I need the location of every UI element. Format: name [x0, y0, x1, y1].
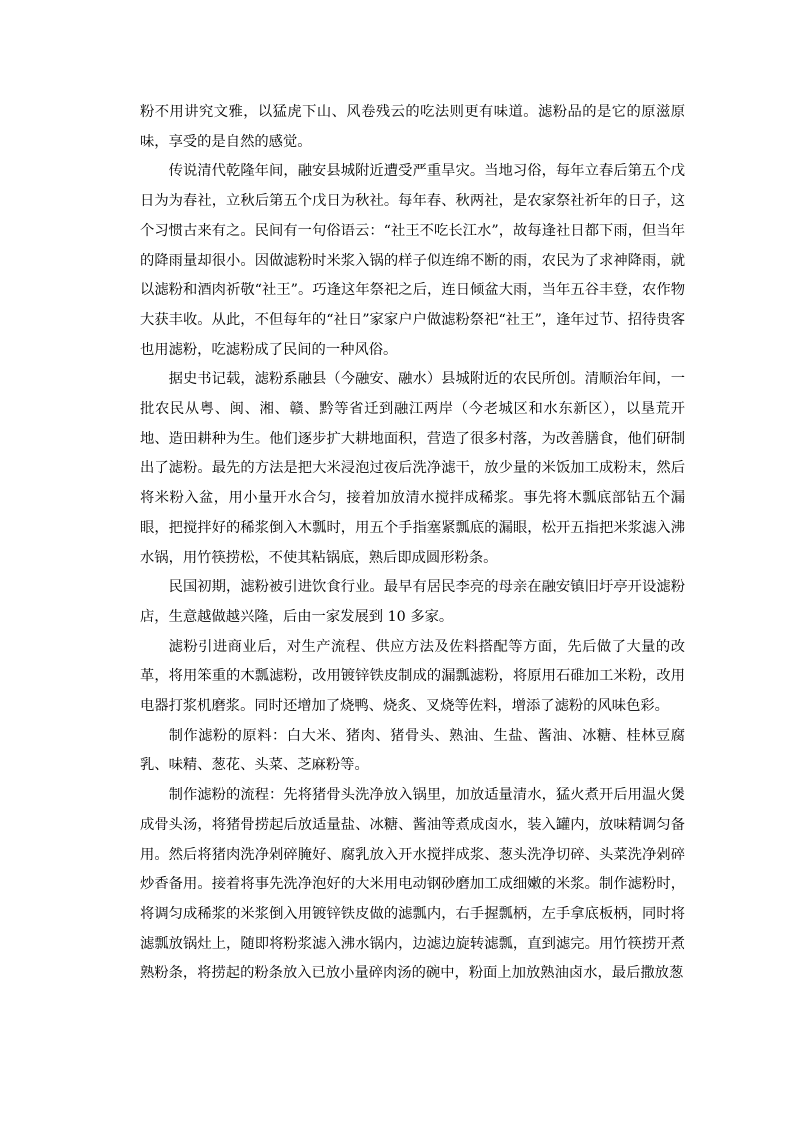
paragraph-2: 传说清代乾隆年间，融安县城附近遭受严重旱灾。当地习俗，每年立春后第五个戊日为为春社，立秋后第五个戊日为秋社。每年春、秋两社，是农家祭社祈年的日子，这个习惯古来有之。民间有一句俗语云：“社王不吃长江水”，故每逢社日都下雨，但当年的降雨量却很小。因做滤粉时米浆入锅的样子似连绵不断的雨，农民为了求神降雨，就以滤粉和酒肉祈敬“社王”。巧逢这年祭祀之后，连日倾盆大雨，当年五谷丰登，农作物大获丰收。从此，不但每年的“社日”家家户户做滤粉祭祀“社王”，逢年过节、招待贵客也用滤粉，吃滤粉成了民间的一种风俗。	[140, 163, 685, 358]
paragraph-3: 据史书记载，滤粉系融县（今融安、融水）县城附近的农民所创。清顺治年间，一批农民从粤、闽、湘、赣、黔等省迁到融江两岸（今老城区和水东新区），以垦荒开地、造田耕种为生。他们逐步扩大耕地面积，营造了很多村落，为改善膳食，他们研制出了滤粉。最先的方法是把大米浸泡过夜后洗净滤干，放少量的米饭加工成粉末，然后将米粉入盆，用小量开水合匀，接着加放清水搅拌成稀浆。事先将木瓢底部钻五个漏眼，把搅拌好的稀浆倒入木瓢时，用五个手指塞紧瓢底的漏眼，松开五指把米浆滤入沸水锅，用竹筷捞松，不使其粘锅底，熟后即成圆形粉条。	[140, 371, 685, 566]
paragraph-7: 制作滤粉的流程：先将猪骨头洗净放入锅里，加放适量清水，猛火煮开后用温火煲成骨头汤，将猪骨捞起后放适量盐、冰糖、酱油等煮成卤水，装入罐内，放味精调匀备用。然后将猪肉洗净剁碎腌好、腐乳放入开水搅拌成浆、葱头洗净切碎、头菜洗净剁碎炒香备用。接着将事先洗净泡好的大米用电动钢砂磨加工成细嫩的米浆。制作滤粉时，将调匀成稀浆的米浆倒入用镀锌铁皮做的滤瓢内，右手握瓢柄，左手拿底板柄，同时将滤瓢放锅灶上，随即将粉浆滤入沸水锅内，边滤边旋转滤瓢，直到滤完。用竹筷捞开煮熟粉条，将捞起的粉条放入已放小量碎肉汤的碗中，粉面上加放熟油卤水，最后撒放葱	[140, 787, 685, 982]
paragraph-4: 民国初期，滤粉被引进饮食行业。最早有居民李亮的母亲在融安镇旧圩亭开设滤粉店，生意越做越兴隆，后由一家发展到 10 多家。	[140, 579, 685, 625]
paragraph-6: 制作滤粉的原料：白大米、猪肉、猪骨头、熟油、生盐、酱油、冰糖、桂林豆腐乳、味精、葱花、头菜、芝麻粉等。	[140, 727, 685, 774]
paragraph-1: 粉不用讲究文雅，以猛虎下山、风卷残云的吃法则更有味道。滤粉品的是它的原滋原味，享受的是自然的感觉。	[140, 104, 685, 150]
paragraph-5: 滤粉引进商业后，对生产流程、供应方法及佐料搭配等方面，先后做了大量的改革，将用笨重的木瓢滤粉，改用镀锌铁皮制成的漏瓢滤粉，将原用石碓加工米粉，改用电器打浆机磨浆。同时还增加了烧鸭、烧炙、叉烧等佐料，增添了滤粉的风味色彩。	[140, 638, 685, 715]
document-body	[140, 98, 685, 989]
